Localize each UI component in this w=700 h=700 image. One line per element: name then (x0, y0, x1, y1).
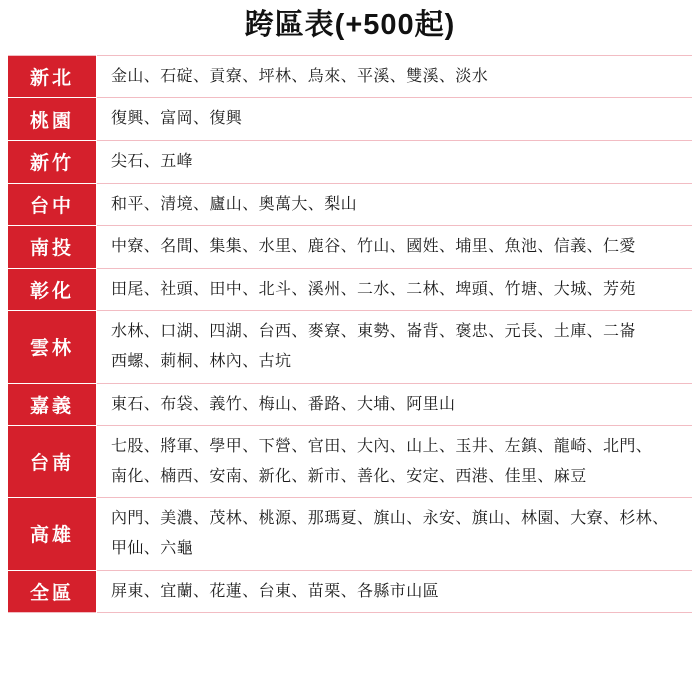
zone-label-all-regions: 全區 (8, 570, 97, 613)
table-row (8, 183, 692, 226)
area-line: 東石、布袋、義竹、梅山、番路、大埔、阿里山 (111, 395, 456, 413)
zone-label-tainan: 台南 (8, 426, 97, 498)
table-row (8, 55, 692, 98)
table-row (8, 226, 692, 269)
zone-table (8, 55, 692, 613)
table-row (8, 311, 692, 383)
area-line: 金山、石碇、貢寮、坪林、烏來、平溪、雙溪、淡水 (111, 67, 489, 85)
zone-areas-chiayi (97, 383, 693, 426)
zone-areas-taichung (97, 183, 693, 226)
area-line: 和平、清境、廬山、奧萬大、梨山 (111, 195, 358, 213)
area-line: 西螺、莿桐、林內、古坑 (111, 352, 292, 370)
zone-areas-changhua (97, 268, 693, 311)
table-row (8, 98, 692, 141)
area-line: 水林、口湖、四湖、台西、麥寮、東勢、崙背、褒忠、元長、土庫、二崙 (111, 323, 636, 341)
zone-label-hsinchu: 新竹 (8, 140, 97, 183)
zone-areas-all-regions (97, 570, 693, 613)
area-line: 田尾、社頭、田中、北斗、溪州、二水、二林、埤頭、竹塘、大城、芳苑 (111, 280, 636, 298)
zone-label-kaohsiung: 高雄 (8, 498, 97, 570)
zone-label-taichung: 台中 (8, 183, 97, 226)
area-line: 南化、楠西、安南、新化、新市、善化、安定、西港、佳里、麻豆 (111, 467, 587, 485)
area-line: 中寮、名間、集集、水里、鹿谷、竹山、國姓、埔里、魚池、信義、仁愛 (111, 238, 636, 256)
area-line: 屏東、宜蘭、花蓮、台東、苗栗、各縣市山區 (111, 582, 440, 600)
area-line: 甲仙、六龜 (111, 539, 194, 557)
zone-areas-new-taipei (97, 55, 693, 98)
zone-label-taoyuan: 桃園 (8, 98, 97, 141)
zone-areas-kaohsiung (97, 498, 693, 570)
table-row (8, 268, 692, 311)
zone-areas-nantou (97, 226, 693, 269)
table-row (8, 140, 692, 183)
zone-label-chiayi: 嘉義 (8, 383, 97, 426)
area-line: 尖石、五峰 (111, 152, 194, 170)
zone-areas-taoyuan (97, 98, 693, 141)
table-row (8, 498, 692, 570)
table-row (8, 570, 692, 613)
zone-areas-yunlin (97, 311, 693, 383)
area-line: 七股、將軍、學甲、下營、官田、大內、山上、玉井、左鎮、龍崎、北門、 (111, 438, 653, 456)
zone-label-yunlin: 雲林 (8, 311, 97, 383)
area-line: 內門、美濃、茂林、桃源、那瑪夏、旗山、永安、旗山、林園、大寮、杉林、 (111, 510, 669, 528)
table-row (8, 383, 692, 426)
zone-table-body (8, 55, 692, 612)
table-row (8, 426, 692, 498)
area-line: 復興、富岡、復興 (111, 110, 243, 128)
zone-label-nantou: 南投 (8, 226, 97, 269)
zone-label-new-taipei: 新北 (8, 55, 97, 98)
zone-areas-tainan (97, 426, 693, 498)
zone-label-changhua: 彰化 (8, 268, 97, 311)
page-title: 跨區表(+500起) (244, 9, 456, 41)
zone-areas-hsinchu (97, 140, 693, 183)
